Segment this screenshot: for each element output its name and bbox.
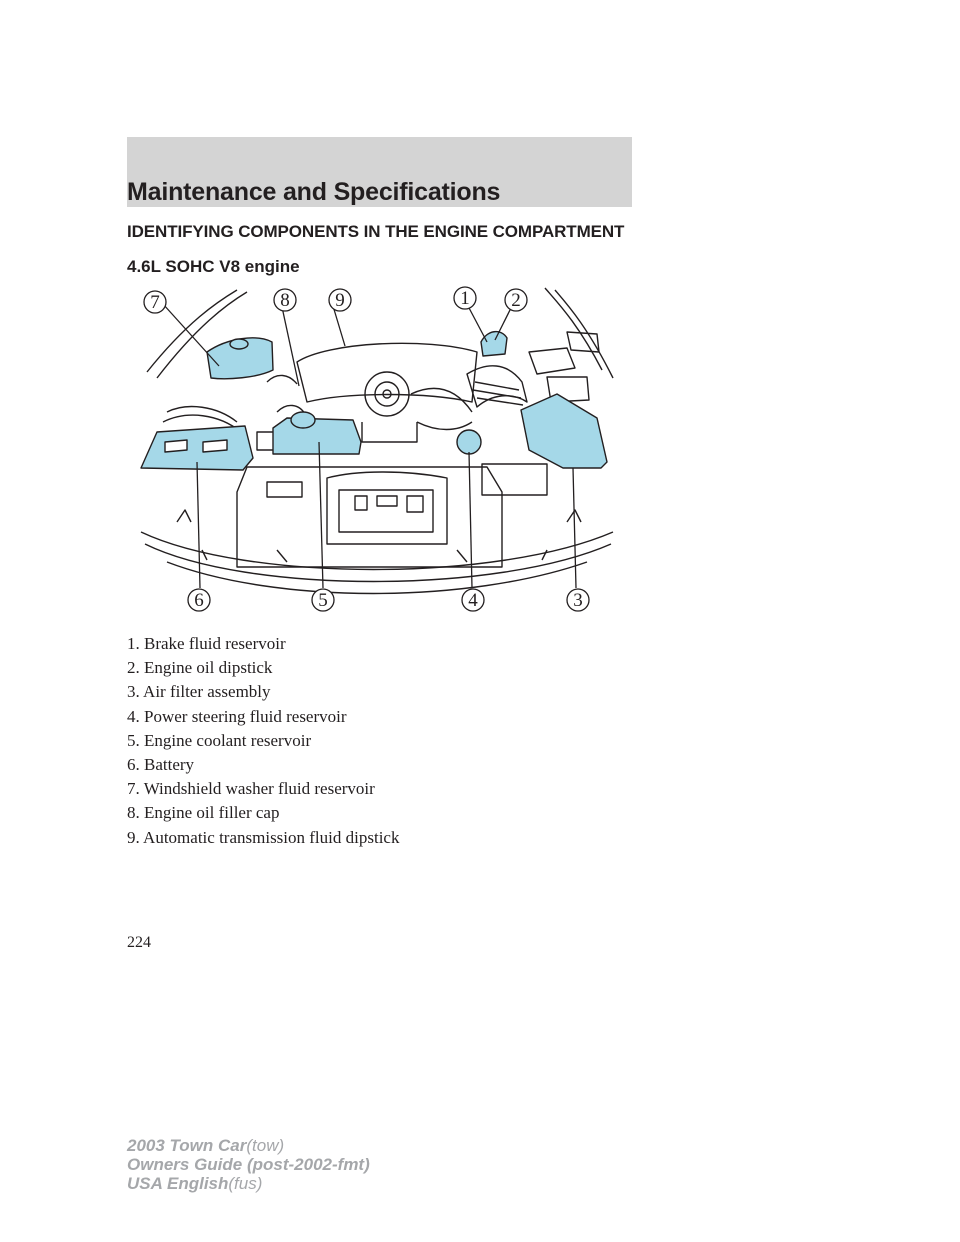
callout-3: 3 bbox=[573, 590, 583, 611]
footer-language-code: (fus) bbox=[228, 1174, 263, 1193]
callout-4: 4 bbox=[468, 590, 478, 611]
legend-item: 3. Air filter assembly bbox=[127, 682, 271, 702]
legend-item: 5. Engine coolant reservoir bbox=[127, 730, 312, 750]
legend-item: 2. Engine oil dipstick bbox=[127, 658, 273, 678]
callout-8: 8 bbox=[280, 290, 290, 311]
footer-language: USA English bbox=[127, 1174, 229, 1193]
air-filter-shape bbox=[521, 394, 607, 468]
callout-1: 1 bbox=[460, 288, 470, 309]
footer-model: 2003 Town Car bbox=[127, 1136, 247, 1155]
legend-item: 4. Power steering fluid reservoir bbox=[127, 706, 347, 726]
coolant-reservoir-shape bbox=[273, 418, 361, 454]
callout-7: 7 bbox=[150, 292, 160, 313]
legend-item: 1. Brake fluid reservoir bbox=[127, 634, 286, 653]
footer-line-1 bbox=[127, 1136, 370, 1155]
document-footer bbox=[127, 1136, 370, 1193]
power-steering-reservoir-shape bbox=[457, 430, 481, 454]
highlighted-components bbox=[141, 332, 607, 470]
legend-item: 9. Automatic transmission fluid dipstick bbox=[127, 827, 400, 847]
legend-item: 6. Battery bbox=[127, 754, 195, 774]
callout-9: 9 bbox=[335, 290, 345, 311]
engine-compartment-diagram bbox=[127, 282, 621, 618]
section-heading: IDENTIFYING COMPONENTS IN THE ENGINE COMPARTMENT bbox=[127, 222, 625, 241]
page-title: Maintenance and Specifications bbox=[127, 178, 501, 206]
callout-6: 6 bbox=[194, 590, 204, 611]
page-number: 224 bbox=[127, 934, 151, 951]
footer-line-2 bbox=[127, 1155, 370, 1174]
legend-item: 7. Windshield washer fluid reservoir bbox=[127, 779, 375, 799]
brake-reservoir-shape bbox=[481, 332, 507, 356]
engine-label: 4.6L SOHC V8 engine bbox=[127, 257, 300, 276]
component-legend bbox=[127, 632, 399, 850]
footer-guide: Owners Guide (post-2002-fmt) bbox=[127, 1155, 370, 1174]
footer-line-3 bbox=[127, 1174, 370, 1193]
footer-model-code: (tow) bbox=[246, 1136, 285, 1155]
callout-2: 2 bbox=[511, 290, 521, 311]
legend-item: 8. Engine oil filler cap bbox=[127, 803, 280, 823]
callout-5: 5 bbox=[318, 590, 328, 611]
